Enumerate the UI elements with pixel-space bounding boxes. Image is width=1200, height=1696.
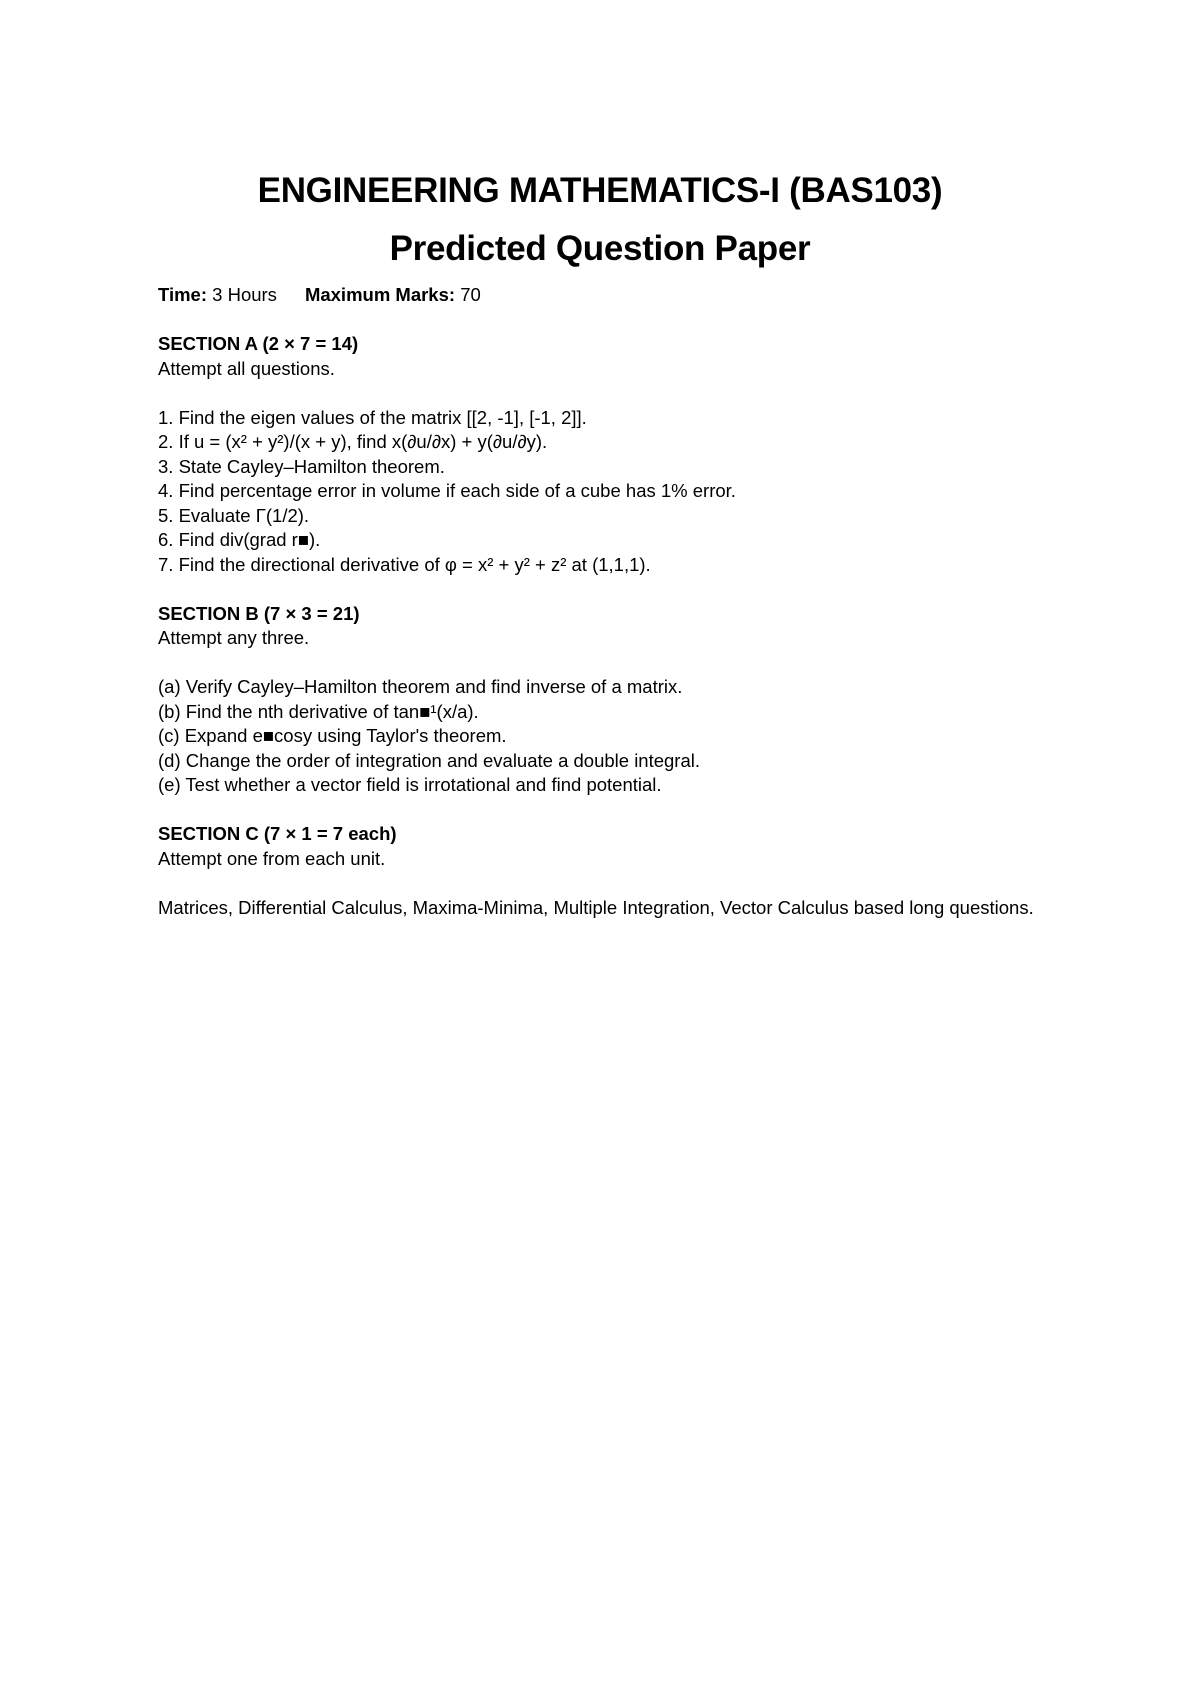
question-item: 7. Find the directional derivative of φ = x² + y² + z² at (1,1,1). [158, 553, 651, 575]
question-item: 5. Evaluate Γ(1/2). [158, 504, 310, 526]
section-b-instruction: Attempt any three. [158, 627, 310, 648]
marks-value: 70 [460, 284, 481, 305]
paper-content [158, 283, 1058, 920]
page-title [0, 162, 1200, 278]
question-item: 6. Find div(grad r■). [158, 529, 321, 550]
section-a-instruction: Attempt all questions. [158, 357, 335, 379]
marks-label: Maximum Marks: [304, 284, 456, 305]
title-line-1: ENGINEERING MATHEMATICS-I (BAS103) [257, 171, 943, 210]
question-item: (c) Expand e■cosy using Taylor's theorem. [158, 725, 507, 746]
title-line-2: Predicted Question Paper [389, 229, 811, 268]
section-a-heading: SECTION A (2 × 7 = 14) [158, 333, 359, 354]
question-item: 4. Find percentage error in volume if each side of a cube has 1% error. [158, 480, 736, 501]
time-label: Time: [158, 284, 208, 305]
section-b-questions [158, 675, 1058, 798]
question-item: 2. If u = (x² + y²)/(x + y), find x(∂u/∂x) + y(∂u/∂y). [158, 431, 548, 452]
question-item: (a) Verify Cayley–Hamilton theorem and find inverse of a matrix. [158, 676, 683, 697]
question-item: (b) Find the nth derivative of tan■¹(x/a). [158, 700, 479, 722]
time-value: 3 Hours [212, 284, 277, 305]
question-item: 3. State Cayley–Hamilton theorem. [158, 455, 445, 477]
section-c-heading: SECTION C (7 × 1 = 7 each) [158, 823, 397, 844]
section-c-note: Matrices, Differential Calculus, Maxima-Minima, Multiple Integration, Vector Calculus based long questions. [158, 896, 1034, 918]
section-b-heading: SECTION B (7 × 3 = 21) [158, 602, 360, 624]
question-item: 1. Find the eigen values of the matrix [[2, -1], [-1, 2]]. [158, 406, 587, 428]
section-c-instruction: Attempt one from each unit. [158, 847, 386, 869]
question-item: (d) Change the order of integration and evaluate a double integral. [158, 749, 701, 771]
section-a-questions [158, 406, 1058, 578]
question-item: (e) Test whether a vector field is irrotational and find potential. [158, 774, 662, 795]
exam-meta [158, 283, 1058, 308]
